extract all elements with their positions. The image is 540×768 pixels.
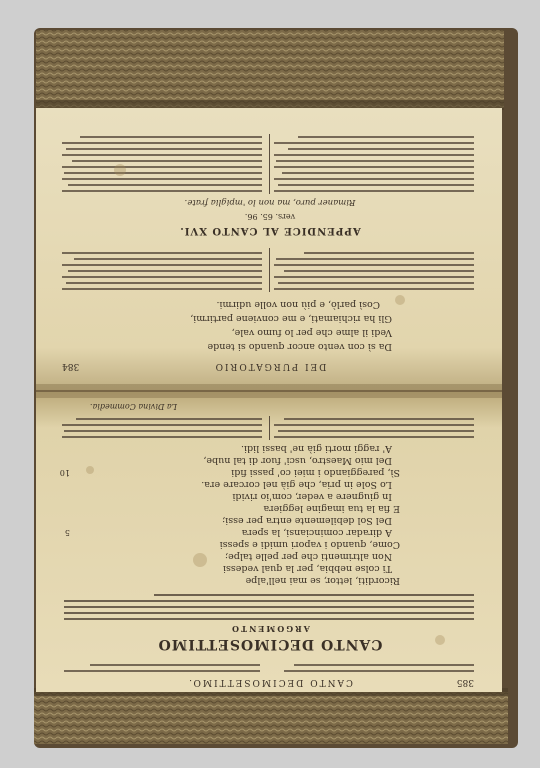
lower-verse-line: Del Sol debilemente entra per essi; <box>222 515 392 526</box>
lower-verse-line: A diradar cominciansi, la spera <box>241 527 392 538</box>
lower-verse-line: Del mio Maestro, usci' fuor di tal nube, <box>203 455 392 466</box>
lower-verse-line: Ricorditi, lettor, se mai nell'alpe <box>245 575 400 586</box>
upper-page-number: 384 <box>62 361 80 371</box>
gutter <box>36 384 502 398</box>
upper-verse-line: Da sì con vento ancor quando si tende <box>207 341 392 352</box>
lower-running-head: CANTO DECIMOSETTIMO. <box>187 677 353 687</box>
lower-verse-line: In giugnere a veder, com'io rividi <box>232 491 392 502</box>
upper-verse-line: Gli ha richiamati, e me conviene partirmi, <box>190 313 392 324</box>
argomento-heading: ARGOMENTO <box>230 624 310 634</box>
lower-verse-line: Sì, pareggiando i miei co' passi fidi <box>231 467 400 478</box>
lower-verse-line: Ti colse nebbia, per la qual vedessi <box>222 563 392 574</box>
upper-verse-line: Vedi il alme che per lo fumo vale, <box>231 327 392 338</box>
appendix-ref: vers. 65. 96. <box>244 212 296 221</box>
page-footer: La Divina Commedia. <box>90 402 177 411</box>
upper-verse-line: Così parlò, e più non volle udirmi. <box>216 299 380 310</box>
appendix-line: Rimaner puro, ma non lo 'mpiglia frate. <box>184 197 356 207</box>
lower-page-number: 385 <box>456 677 474 687</box>
lower-verse-line: Lo Sole in pria, che già nel corcare era. <box>201 479 392 490</box>
lower-verse-line: A' raggi morti già ne' bassi lidi. <box>240 443 392 454</box>
upper-running-head: DEI PURGATORIO <box>213 361 327 371</box>
top-page-edge <box>36 30 504 108</box>
bottom-page-edge <box>34 692 508 744</box>
lower-verse-line: E fia la tua imagine leggiera <box>263 503 400 514</box>
canto-title: CANTO DECIMOSETTIMO <box>157 636 383 652</box>
lower-verse-line: Come, quando i vapori umidi e spessi <box>219 539 400 550</box>
lower-verse-line: Non altrimenti che per pelle talpe; <box>224 551 392 562</box>
appendix-title: APPENDICE AL CANTO XVI. <box>179 225 361 236</box>
line-number: 10 <box>59 468 70 477</box>
line-number: 5 <box>64 528 70 537</box>
